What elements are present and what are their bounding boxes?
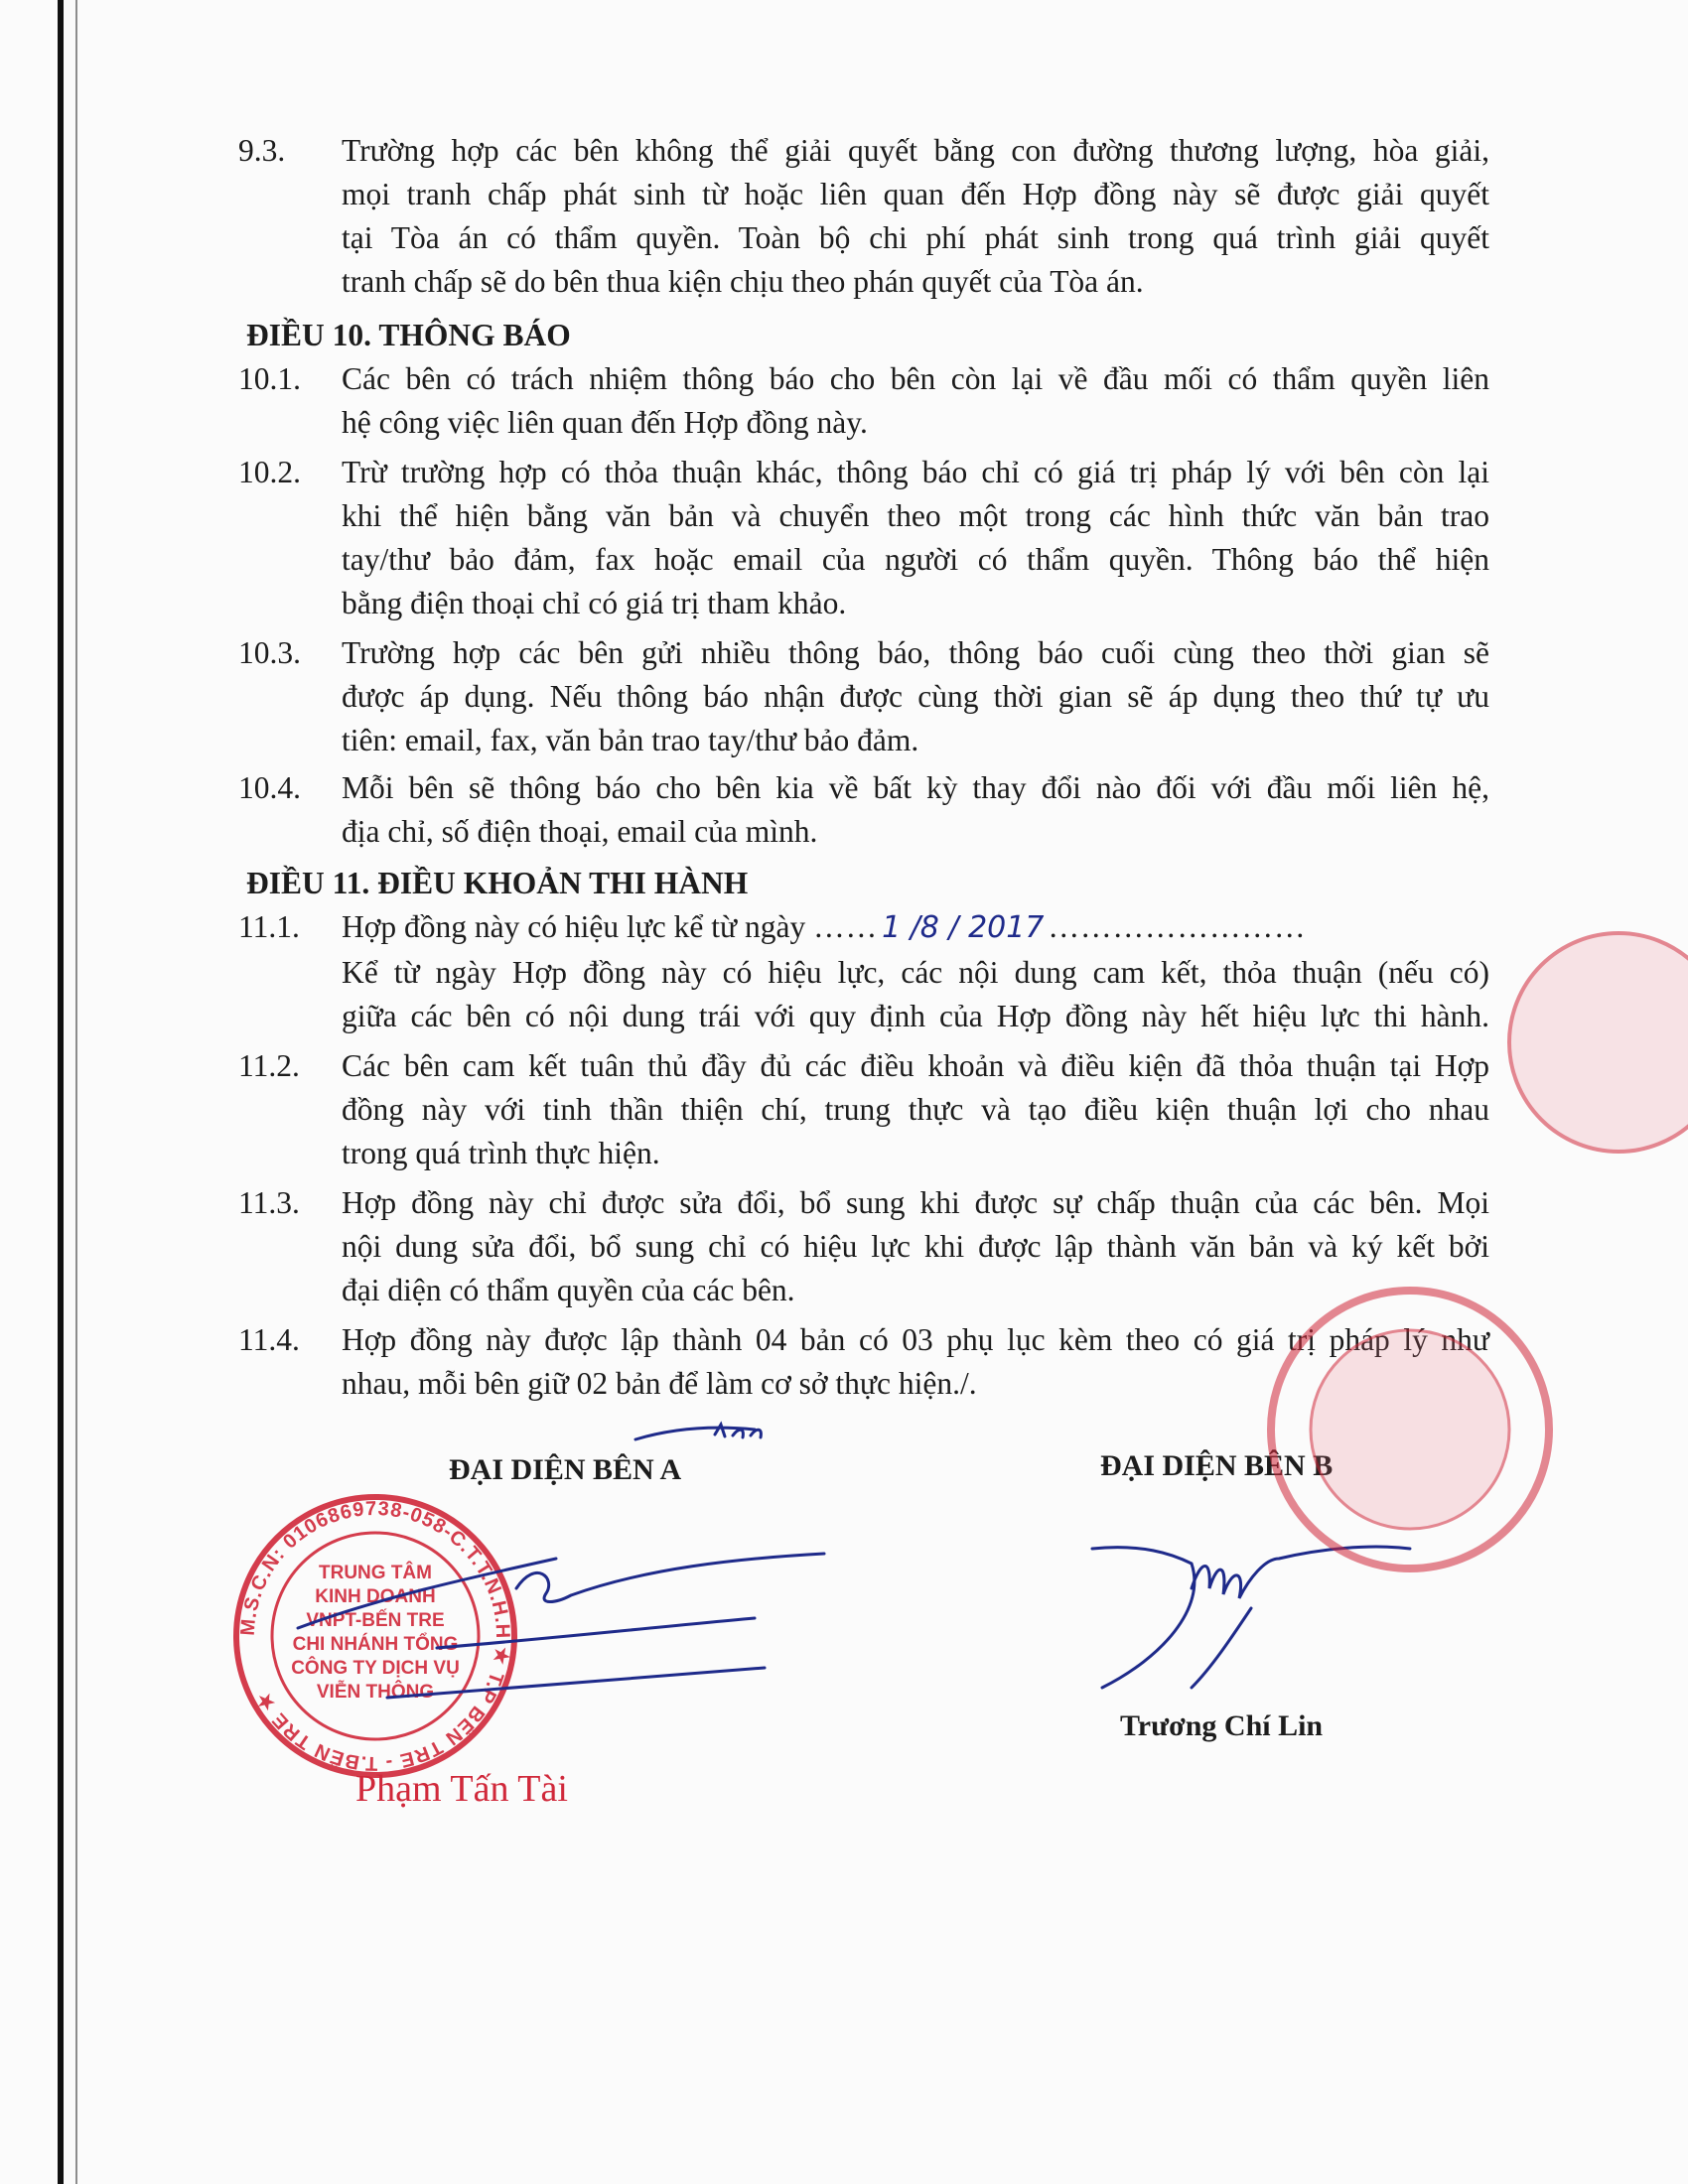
stamp-line: VNPT-BẾN TRE xyxy=(306,1610,445,1631)
clause-number: 10.1. xyxy=(238,361,301,396)
clause-number: 10.4. xyxy=(238,770,301,805)
stamp-line: VIỄN THÔNG xyxy=(316,1682,435,1703)
stamp-line: CHI NHÁNH TỔNG xyxy=(292,1634,459,1655)
handwritten-effective-date: 1 /8 / 2017 xyxy=(882,910,1045,945)
article-10-heading: ĐIỀU 10. THÔNG BÁO xyxy=(246,318,571,352)
party-b-signature xyxy=(1092,1547,1410,1688)
clause-number: 11.1. xyxy=(238,909,300,944)
clause-number: 10.2. xyxy=(238,455,301,489)
stamp-line: TRUNG TÂM xyxy=(319,1563,432,1583)
party-a-signature xyxy=(298,1425,824,1698)
party-b-title: ĐẠI DIỆN BÊN B xyxy=(1100,1449,1334,1482)
stamp-line: CÔNG TY DỊCH VỤ xyxy=(291,1658,460,1679)
contract-page: 9.3. Trường hợp các bên không thể giải quyết bằng con đường thương lượng, hòa giải, mọi tranh chấp phát sinh từ hoặc liên quan đến Hợp đồng này sẽ được giải quyết tại Tòa án có thẩm quyền. Toàn bộ chi phí phát sinh trong quá trình giải quyết tranh chấp sẽ do bên thua kiện chịu theo phán quyết của Tòa án. ĐIỀU 10. THÔNG BÁO 10.1. Các bên có trách nhiệm thông báo cho bên còn lại về đầu mối có thẩm quyền liên hệ công việc liên quan đến Hợp đồng này. 10.2. Trừ trường hợp có thỏa thuận khác, thông báo chỉ có giá trị pháp lý với bên còn lại khi thể hiện bằng văn bản và chuyển theo một trong các hình thức văn bản trao tay/thư bảo đảm, fax hoặc email của người có thẩm quyền. Thông báo thể hiện bằng điện thoại chỉ có giá trị tham khảo. 10.3. Trường hợp các bên gửi nhiều thông báo, thông báo cuối cùng theo thời gian sẽ được áp dụng. Nếu thông báo nhận được cùng thời gian sẽ áp dụng theo thứ tự ưu tiên: email, fax, văn bản trao tay/thư bảo đảm. 10.4. Mỗi bên sẽ thông báo cho bên kia về bất kỳ thay đổi nào đối với đầu mối liên hệ, địa chỉ, số điện thoại, email của mình. ĐIỀU 11. ĐIỀU KHOẢN THI HÀNH 11.1. Hợp đồng này có hiệu lực kể từ ngày …… 1 /8 / 2017 …………………… Kể từ ngày Hợp đồng này có hiệu lực, các nội dung cam kết, thỏa thuận (nếu có) giữa các bên có nội dung trái với quy định của Hợp đồng này hết hiệu lực thi hành. 11.2. Các bên cam kết tuân thủ đầy đủ các điều khoản và điều kiện đã thỏa thuận tại Hợp đồng này với tinh thần thiện chí, trung thực và tạo điều kiện thuận lợi cho nhau trong quá trình thực hiện. 11.3. Hợp đồng này chỉ được sửa đổi, bổ sung khi được sự chấp thuận của các bên. Mọi nội dung sửa đổi, bổ sung chỉ có hiệu lực khi được lập thành văn bản và ký kết bởi đại diện có thẩm quyền của các bên. 11.4. Hợp đồng này được lập thành 04 bản có 03 phụ lục kèm theo có giá trị pháp lý như nhau, mỗi bên giữ 02 bản để làm cơ sở thực hiện./. ĐẠI DIỆN BÊN A ĐẠI DIỆN BÊN B M.S.C.N: 0106869738-058-C.T.T.N.H.H ★ T.P BẾN TRE - T.BẾN TRE ★ TRUNG TÂM KINH DOANH VNPT-BẾN TRE CHI NHÁNH TỔNG CÔNG TY DỊCH VỤ VIỄN THÔNG Phạm Tấn Tài Trương Chí Lin xyxy=(0,0,1688,2184)
clause-number: 11.4. xyxy=(238,1322,300,1357)
clause-number: 10.3. xyxy=(238,635,301,670)
stamp-ring-text: M.S.C.N: 0106869738-058-C.T.T.N.H.H ★ T.P BẾN TRE - T.BẾN TRE ★ xyxy=(236,1497,514,1775)
stamp-line: KINH DOANH xyxy=(315,1586,436,1607)
party-b-name: Trương Chí Lin xyxy=(1120,1709,1324,1742)
party-b-stamp xyxy=(1271,1291,1549,1569)
clause-number: 9.3. xyxy=(238,133,286,168)
clause-number: 11.3. xyxy=(238,1185,300,1220)
party-a-name: Phạm Tấn Tài xyxy=(355,1768,568,1810)
company-stamp xyxy=(236,1497,514,1775)
side-stamp-mark xyxy=(1509,933,1688,1152)
party-a-title: ĐẠI DIỆN BÊN A xyxy=(449,1453,682,1486)
clause-number: 11.2. xyxy=(238,1048,300,1083)
article-11-heading: ĐIỀU 11. ĐIỀU KHOẢN THI HÀNH xyxy=(246,866,749,900)
